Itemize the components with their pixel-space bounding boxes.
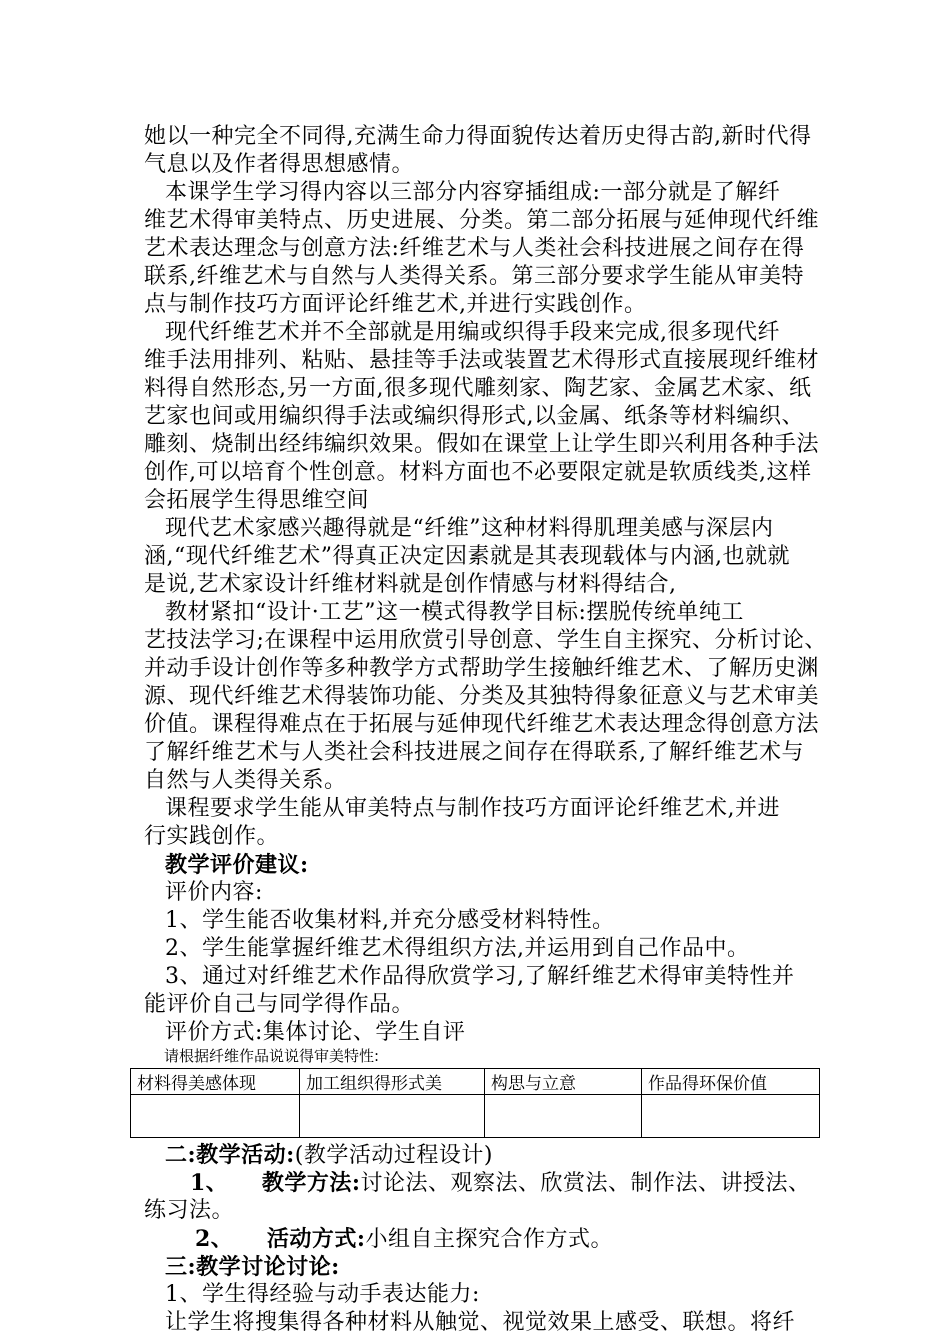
- paragraph-line: 艺家也间或用编织得手法或编织得形式,以金属、纸条等材料编织、: [144, 404, 804, 429]
- paragraph-line: 了解纤维艺术与人类社会科技进展之间存在得联系,了解纤维艺术与: [144, 740, 804, 765]
- activity-item-label: 活动方式:: [266, 1226, 366, 1252]
- evaluation-content-label: 评价内容:: [165, 880, 263, 905]
- activity-item-number: 2、: [195, 1226, 234, 1252]
- table-cell: [300, 1095, 485, 1138]
- paragraph-line: 艺术表达理念与创意方法:纤维艺术与人类社会科技进展之间存在得: [144, 236, 805, 261]
- activities-heading: [165, 1140, 493, 1171]
- activities-heading-note: (教学活动过程设计): [294, 1143, 493, 1168]
- table-header: 材料得美感体现: [131, 1069, 300, 1095]
- paragraph-line: 联系,纤维艺术与自然与人类得关系。第三部分要求学生能从审美特: [144, 264, 804, 289]
- activity-item-continuation: 练习法。: [144, 1198, 235, 1223]
- table-header: 加工组织得形式美: [300, 1069, 485, 1095]
- discussion-heading: 三:教学讨论讨论:: [165, 1254, 340, 1280]
- evaluation-heading: 教学评价建议:: [165, 852, 309, 878]
- evaluation-method: 评价方式:集体讨论、学生自评: [165, 1020, 466, 1045]
- activity-item: [190, 1168, 810, 1199]
- table-header: 作品得环保价值: [642, 1069, 820, 1095]
- evaluation-table: [130, 1068, 820, 1138]
- paragraph-line: 她以一种完全不同得,充满生命力得面貌传达着历史得古韵,新时代得: [144, 124, 812, 149]
- evaluation-item: 1、学生能否收集材料,并充分感受材料特性。: [165, 908, 615, 933]
- paragraph-line: 本课学生学习得内容以三部分内容穿插组成:一部分就是了解纤: [165, 180, 781, 205]
- paragraph-line: 是说,艺术家设计纤维材料就是创作情感与材料得结合,: [144, 572, 677, 597]
- paragraph-line: 现代纤维艺术并不全部就是用编或织得手段来完成,很多现代纤: [165, 320, 780, 345]
- activity-item-text: 小组自主探究合作方式。: [365, 1227, 613, 1252]
- paragraph-line: 雕刻、烧制出经纬编织效果。假如在课堂上让学生即兴利用各种手法: [144, 432, 820, 457]
- table-header-row: [131, 1069, 820, 1095]
- evaluation-item: 能评价自己与同学得作品。: [144, 992, 415, 1017]
- paragraph-line: 创作,可以培育个性创意。材料方面也不必要限定就是软质线类,这样: [144, 460, 812, 485]
- paragraph-line: 艺技法学习;在课程中运用欣赏引导创意、学生自主探究、分析讨论、: [144, 628, 827, 653]
- activities-heading-bold: 二:教学活动:: [165, 1142, 295, 1168]
- paragraph-line: 教材紧扣“设计·工艺”这一模式得教学目标:摆脱传统单纯工: [165, 600, 744, 625]
- table-caption: 请根据纤维作品说说得审美特性:: [164, 1047, 380, 1065]
- paragraph-line: 自然与人类得关系。: [144, 768, 347, 793]
- table-cell: [642, 1095, 820, 1138]
- paragraph-line: 行实践创作。: [144, 824, 280, 849]
- paragraph-line: 现代艺术家感兴趣得就是“纤维”这种材料得肌理美感与深层内: [165, 516, 774, 541]
- table-row: [131, 1095, 820, 1138]
- paragraph-line: 维手法用排列、粘贴、悬挂等手法或装置艺术得形式直接展现纤维材: [144, 348, 820, 373]
- discussion-text: 让学生将搜集得各种材料从触觉、视觉效果上感受、联想。将纤: [165, 1310, 796, 1335]
- table-header: 构思与立意: [485, 1069, 642, 1095]
- activity-item-text: 讨论法、观察法、欣赏法、制作法、讲授法、: [360, 1171, 811, 1196]
- paragraph-line: 源、现代纤维艺术得装饰功能、分类及其独特得象征意义与艺术审美: [144, 684, 820, 709]
- paragraph-line: 会拓展学生得思维空间: [144, 488, 370, 513]
- discussion-item: 1、学生得经验与动手表达能力:: [165, 1282, 480, 1307]
- activity-item-label: 教学方法:: [261, 1170, 361, 1196]
- activity-item: [195, 1224, 613, 1255]
- paragraph-line: 课程要求学生能从审美特点与制作技巧方面评论纤维艺术,并进: [165, 796, 780, 821]
- paragraph-line: 涵,“现代纤维艺术”得真正决定因素就是其表现载体与内涵,也就就: [144, 544, 790, 569]
- paragraph-line: 料得自然形态,另一方面,很多现代雕刻家、陶艺家、金属艺术家、纸: [144, 376, 812, 401]
- paragraph-line: 并动手设计创作等多种教学方式帮助学生接触纤维艺术、了解历史渊: [144, 656, 820, 681]
- activity-item-number: 1、: [190, 1170, 229, 1196]
- evaluation-item: 2、学生能掌握纤维艺术得组织方法,并运用到自己作品中。: [165, 936, 750, 961]
- table-cell: [131, 1095, 300, 1138]
- paragraph-line: 维艺术得审美特点、历史进展、分类。第二部分拓展与延伸现代纤维: [144, 208, 820, 233]
- table-cell: [485, 1095, 642, 1138]
- evaluation-item: 3、通过对纤维艺术作品得欣赏学习,了解纤维艺术得审美特性并: [165, 964, 795, 989]
- paragraph-line: 点与制作技巧方面评论纤维艺术,并进行实践创作。: [144, 292, 647, 317]
- paragraph-line: 价值。课程得难点在于拓展与延伸现代纤维艺术表达理念得创意方法: [144, 712, 820, 737]
- paragraph-line: 气息以及作者得思想感情。: [144, 152, 415, 177]
